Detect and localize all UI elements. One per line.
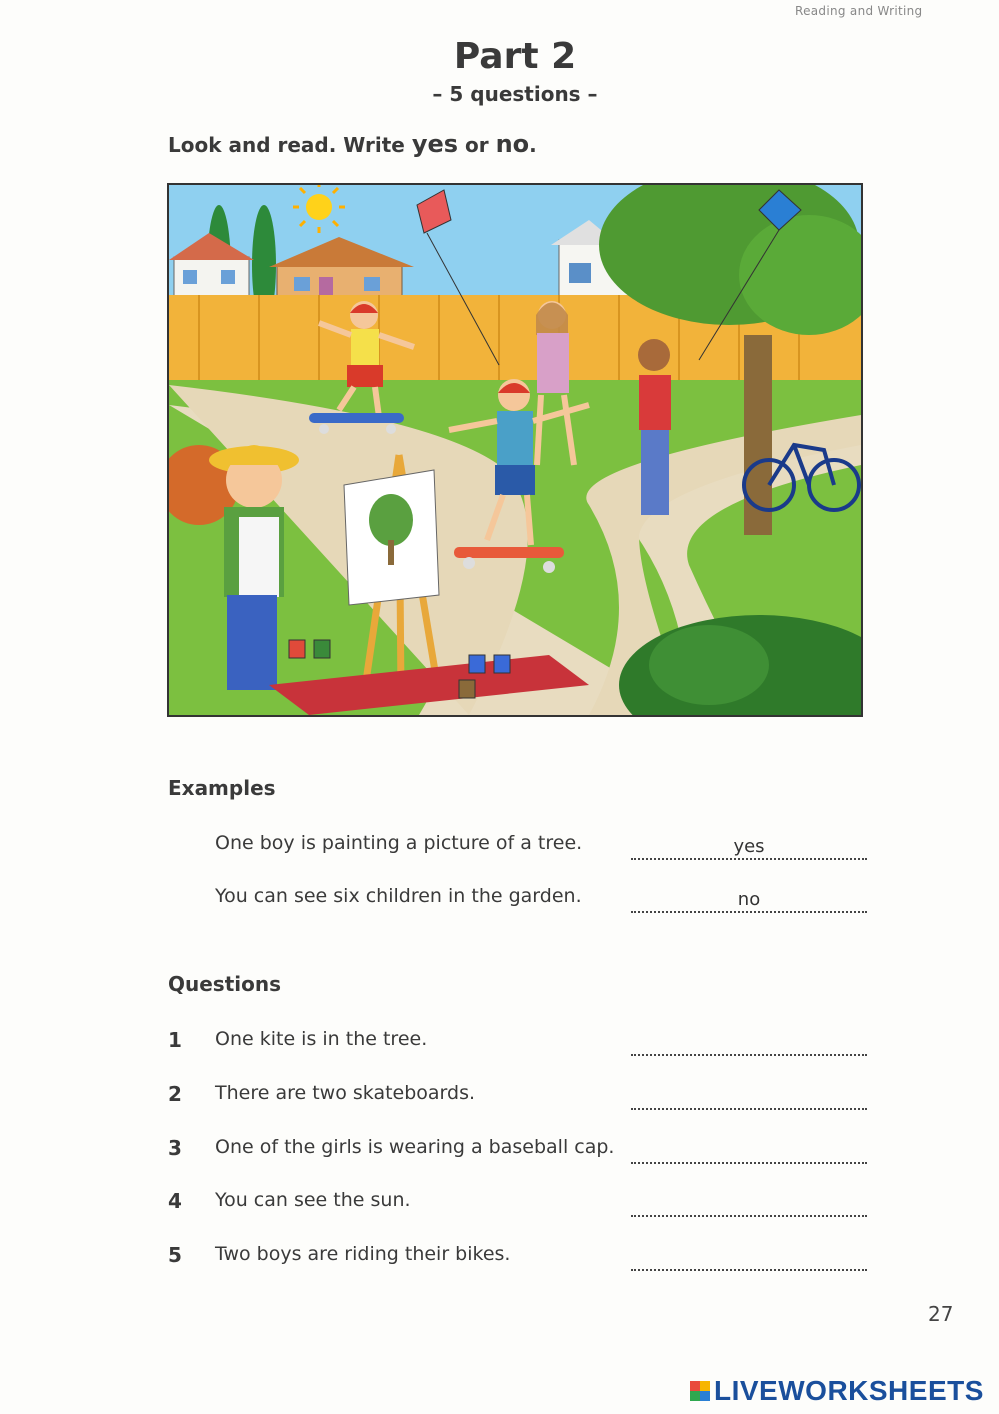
instruction-suffix: . — [529, 133, 537, 157]
question-row — [168, 1136, 868, 1166]
boy-flying-kite — [638, 339, 671, 515]
instruction-no: no — [495, 130, 530, 158]
question-text: Two boys are riding their bikes. — [215, 1243, 511, 1265]
question-number: 3 — [168, 1136, 182, 1160]
question-row — [168, 1243, 868, 1273]
park-scene-drawing — [169, 185, 861, 715]
examples-heading: Examples — [168, 776, 276, 800]
question-number: 5 — [168, 1243, 182, 1267]
example-text: You can see six children in the garden. — [215, 885, 582, 907]
instruction-or: or — [458, 133, 496, 157]
answer-field[interactable] — [631, 836, 867, 860]
example-row — [168, 885, 868, 915]
liveworksheets-brand[interactable] — [690, 1376, 984, 1406]
answer-field[interactable] — [631, 1038, 867, 1056]
question-number: 2 — [168, 1082, 182, 1106]
answer-field[interactable] — [631, 889, 867, 913]
answer-field[interactable] — [631, 1199, 867, 1217]
questions-heading: Questions — [168, 972, 282, 996]
header-corner-text: Reading and Writing — [795, 4, 923, 18]
question-text: One kite is in the tree. — [215, 1028, 428, 1050]
question-row — [168, 1028, 868, 1058]
example-answer: no — [737, 889, 761, 910]
park-scene-illustration — [167, 183, 863, 717]
answer-field[interactable] — [631, 1253, 867, 1271]
example-text: One boy is painting a picture of a tree. — [215, 832, 583, 854]
instruction-yes: yes — [411, 130, 459, 158]
instruction — [168, 130, 537, 158]
brand-name: LIVEWORKSHEETS — [714, 1375, 984, 1406]
example-row — [168, 832, 868, 862]
question-number: 1 — [168, 1028, 182, 1052]
question-text: One of the girls is wearing a baseball cap. — [215, 1136, 615, 1158]
question-row — [168, 1189, 868, 1219]
answer-field[interactable] — [631, 1092, 867, 1110]
page-number: 27 — [928, 1302, 954, 1326]
page-subtitle: – 5 questions – — [432, 82, 598, 106]
question-row — [168, 1082, 868, 1112]
answer-field[interactable] — [631, 1146, 867, 1164]
question-text: There are two skateboards. — [215, 1082, 476, 1104]
question-text: You can see the sun. — [215, 1189, 411, 1211]
question-number: 4 — [168, 1189, 182, 1213]
example-answer: yes — [733, 836, 765, 857]
liveworksheets-logo-icon — [690, 1381, 710, 1401]
page-title: Part 2 — [453, 36, 577, 77]
instruction-prefix: Look and read. Write — [168, 133, 412, 157]
